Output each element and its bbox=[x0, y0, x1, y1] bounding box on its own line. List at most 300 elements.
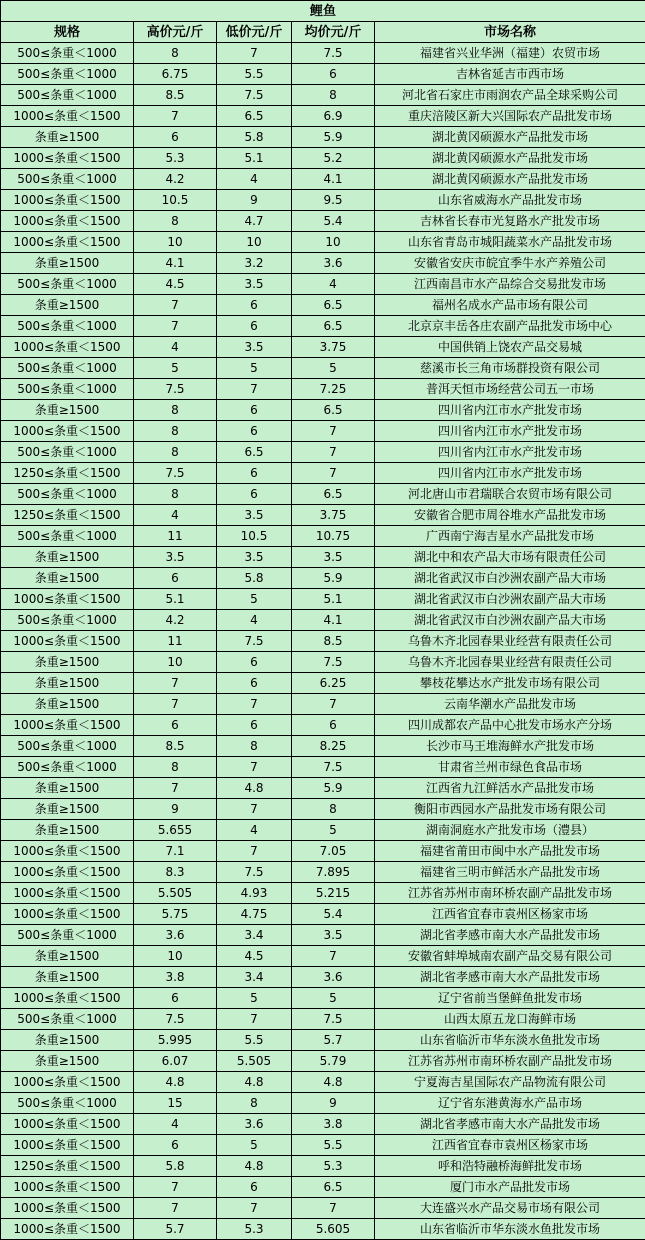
cell-market-name: 江西省九江鲜活水产品批发市场 bbox=[375, 778, 645, 799]
cell-market-name: 江苏省苏州市南环桥农副产品批发市场 bbox=[375, 883, 645, 904]
cell-market-name: 安徽省合肥市周谷堆水产品批发市场 bbox=[375, 505, 645, 526]
cell-low-price: 5 bbox=[217, 988, 292, 1009]
cell-high-price: 10.5 bbox=[134, 190, 217, 211]
cell-market-name: 山东省威海水产品批发市场 bbox=[375, 190, 645, 211]
table-row bbox=[1, 274, 645, 295]
cell-high-price: 5 bbox=[134, 358, 217, 379]
cell-spec: 条重≥1500 bbox=[1, 778, 134, 799]
table-row bbox=[1, 1135, 645, 1156]
cell-market-name: 河北省石家庄市雨润农产品全球采购公司 bbox=[375, 85, 645, 106]
cell-high-price: 4.1 bbox=[134, 253, 217, 274]
table-row bbox=[1, 883, 645, 904]
cell-spec: 500≤条重＜1000 bbox=[1, 610, 134, 631]
cell-high-price: 4.2 bbox=[134, 169, 217, 190]
cell-avg-price: 3.6 bbox=[292, 253, 375, 274]
cell-low-price: 4 bbox=[217, 169, 292, 190]
cell-spec: 500≤条重＜1000 bbox=[1, 316, 134, 337]
cell-spec: 条重≥1500 bbox=[1, 547, 134, 568]
cell-avg-price: 7.5 bbox=[292, 652, 375, 673]
cell-avg-price: 6.25 bbox=[292, 673, 375, 694]
cell-avg-price: 3.75 bbox=[292, 337, 375, 358]
cell-high-price: 8 bbox=[134, 757, 217, 778]
table-row bbox=[1, 1009, 645, 1030]
cell-high-price: 6 bbox=[134, 127, 217, 148]
cell-avg-price: 7.25 bbox=[292, 379, 375, 400]
cell-low-price: 8 bbox=[217, 1093, 292, 1114]
cell-spec: 1250≤条重＜1500 bbox=[1, 1156, 134, 1177]
cell-spec: 500≤条重＜1000 bbox=[1, 64, 134, 85]
cell-high-price: 8 bbox=[134, 442, 217, 463]
cell-high-price: 8 bbox=[134, 43, 217, 64]
cell-avg-price: 5.215 bbox=[292, 883, 375, 904]
cell-low-price: 6 bbox=[217, 295, 292, 316]
table-row bbox=[1, 169, 645, 190]
cell-low-price: 7.5 bbox=[217, 631, 292, 652]
table-row bbox=[1, 1114, 645, 1135]
cell-market-name: 湖北中和农产品大市场有限责任公司 bbox=[375, 547, 645, 568]
cell-high-price: 4.5 bbox=[134, 274, 217, 295]
cell-high-price: 11 bbox=[134, 526, 217, 547]
cell-spec: 1000≤条重＜1500 bbox=[1, 631, 134, 652]
cell-high-price: 9 bbox=[134, 799, 217, 820]
cell-spec: 1000≤条重＜1500 bbox=[1, 883, 134, 904]
table-row bbox=[1, 295, 645, 316]
cell-avg-price: 4.1 bbox=[292, 169, 375, 190]
cell-low-price: 5.505 bbox=[217, 1051, 292, 1072]
cell-market-name: 福建省莆田市闽中水产品批发市场 bbox=[375, 841, 645, 862]
cell-low-price: 7 bbox=[217, 841, 292, 862]
cell-spec: 1000≤条重＜1500 bbox=[1, 1114, 134, 1135]
cell-avg-price: 4.1 bbox=[292, 610, 375, 631]
cell-low-price: 7 bbox=[217, 43, 292, 64]
cell-high-price: 6.75 bbox=[134, 64, 217, 85]
table-row bbox=[1, 946, 645, 967]
table-row bbox=[1, 358, 645, 379]
cell-market-name: 四川省内江市水产批发市场 bbox=[375, 421, 645, 442]
cell-market-name: 山西太原五龙口海鲜市场 bbox=[375, 1009, 645, 1030]
cell-market-name: 湖北黄冈硕源水产品批发市场 bbox=[375, 169, 645, 190]
table-row bbox=[1, 778, 645, 799]
cell-avg-price: 7 bbox=[292, 442, 375, 463]
cell-spec: 1000≤条重＜1500 bbox=[1, 1135, 134, 1156]
cell-spec: 条重≥1500 bbox=[1, 127, 134, 148]
cell-high-price: 6 bbox=[134, 715, 217, 736]
cell-high-price: 7.5 bbox=[134, 463, 217, 484]
cell-low-price: 5.3 bbox=[217, 1219, 292, 1240]
cell-high-price: 8 bbox=[134, 400, 217, 421]
cell-spec: 500≤条重＜1000 bbox=[1, 358, 134, 379]
table-row bbox=[1, 463, 645, 484]
cell-avg-price: 5.5 bbox=[292, 1135, 375, 1156]
cell-market-name: 福建省三明市鲜活水产品批发市场 bbox=[375, 862, 645, 883]
header-market-name: 市场名称 bbox=[375, 22, 645, 43]
cell-low-price: 5.8 bbox=[217, 568, 292, 589]
cell-spec: 500≤条重＜1000 bbox=[1, 1093, 134, 1114]
cell-high-price: 4 bbox=[134, 505, 217, 526]
cell-market-name: 广西南宁海吉星水产品批发市场 bbox=[375, 526, 645, 547]
cell-high-price: 5.3 bbox=[134, 148, 217, 169]
table-row bbox=[1, 988, 645, 1009]
cell-avg-price: 5 bbox=[292, 820, 375, 841]
cell-avg-price: 3.8 bbox=[292, 1114, 375, 1135]
cell-avg-price: 5.605 bbox=[292, 1219, 375, 1240]
cell-avg-price: 6 bbox=[292, 64, 375, 85]
cell-market-name: 长沙市马王堆海鲜水产批发市场 bbox=[375, 736, 645, 757]
cell-avg-price: 5.9 bbox=[292, 778, 375, 799]
table-row bbox=[1, 526, 645, 547]
cell-market-name: 四川省内江市水产批发市场 bbox=[375, 442, 645, 463]
cell-spec: 500≤条重＜1000 bbox=[1, 925, 134, 946]
cell-high-price: 10 bbox=[134, 232, 217, 253]
cell-low-price: 4.93 bbox=[217, 883, 292, 904]
cell-low-price: 5 bbox=[217, 1135, 292, 1156]
cell-market-name: 中国供销上饶农产品交易城 bbox=[375, 337, 645, 358]
table-body bbox=[1, 43, 645, 1240]
cell-low-price: 4.75 bbox=[217, 904, 292, 925]
cell-low-price: 3.6 bbox=[217, 1114, 292, 1135]
table-row bbox=[1, 652, 645, 673]
cell-low-price: 3.2 bbox=[217, 253, 292, 274]
table-row bbox=[1, 1219, 645, 1240]
cell-low-price: 5.5 bbox=[217, 64, 292, 85]
cell-low-price: 6 bbox=[217, 673, 292, 694]
cell-high-price: 4 bbox=[134, 1114, 217, 1135]
table-row bbox=[1, 442, 645, 463]
cell-low-price: 5 bbox=[217, 358, 292, 379]
cell-high-price: 5.995 bbox=[134, 1030, 217, 1051]
table-row bbox=[1, 337, 645, 358]
cell-spec: 500≤条重＜1000 bbox=[1, 169, 134, 190]
cell-high-price: 8.5 bbox=[134, 85, 217, 106]
cell-avg-price: 6.5 bbox=[292, 295, 375, 316]
cell-spec: 500≤条重＜1000 bbox=[1, 274, 134, 295]
cell-market-name: 湖北黄冈硕源水产品批发市场 bbox=[375, 148, 645, 169]
table-row bbox=[1, 1030, 645, 1051]
cell-avg-price: 7.05 bbox=[292, 841, 375, 862]
cell-high-price: 3.8 bbox=[134, 967, 217, 988]
cell-low-price: 4.8 bbox=[217, 1156, 292, 1177]
cell-avg-price: 3.5 bbox=[292, 547, 375, 568]
cell-avg-price: 7.5 bbox=[292, 43, 375, 64]
table-row bbox=[1, 379, 645, 400]
table-row bbox=[1, 484, 645, 505]
cell-market-name: 重庆涪陵区新大兴国际农产品批发市场 bbox=[375, 106, 645, 127]
cell-spec: 条重≥1500 bbox=[1, 820, 134, 841]
cell-avg-price: 5.2 bbox=[292, 148, 375, 169]
table-row bbox=[1, 127, 645, 148]
table-row bbox=[1, 799, 645, 820]
table-row bbox=[1, 190, 645, 211]
cell-high-price: 7 bbox=[134, 295, 217, 316]
cell-low-price: 4.5 bbox=[217, 946, 292, 967]
cell-market-name: 吉林省长春市光复路水产批发市场 bbox=[375, 211, 645, 232]
cell-low-price: 6 bbox=[217, 484, 292, 505]
cell-spec: 1000≤条重＜1500 bbox=[1, 1198, 134, 1219]
cell-spec: 条重≥1500 bbox=[1, 799, 134, 820]
table-row bbox=[1, 673, 645, 694]
cell-spec: 500≤条重＜1000 bbox=[1, 526, 134, 547]
table-row bbox=[1, 715, 645, 736]
table-row bbox=[1, 904, 645, 925]
cell-market-name: 大连盛兴水产品交易市场有限公司 bbox=[375, 1198, 645, 1219]
cell-low-price: 10 bbox=[217, 232, 292, 253]
cell-low-price: 6 bbox=[217, 715, 292, 736]
cell-spec: 500≤条重＜1000 bbox=[1, 85, 134, 106]
cell-low-price: 6 bbox=[217, 652, 292, 673]
cell-market-name: 四川成都农产品中心批发市场水产分场 bbox=[375, 715, 645, 736]
header-low-price: 低价元/斤 bbox=[217, 22, 292, 43]
cell-spec: 条重≥1500 bbox=[1, 1030, 134, 1051]
table-title: 鲤鱼 bbox=[1, 1, 645, 22]
cell-avg-price: 7.895 bbox=[292, 862, 375, 883]
cell-avg-price: 6.5 bbox=[292, 316, 375, 337]
table-row bbox=[1, 589, 645, 610]
table-row bbox=[1, 148, 645, 169]
cell-avg-price: 6 bbox=[292, 715, 375, 736]
table-row bbox=[1, 631, 645, 652]
cell-high-price: 7 bbox=[134, 673, 217, 694]
cell-low-price: 7.5 bbox=[217, 85, 292, 106]
cell-low-price: 5.8 bbox=[217, 127, 292, 148]
cell-low-price: 7.5 bbox=[217, 862, 292, 883]
cell-avg-price: 5 bbox=[292, 988, 375, 1009]
cell-market-name: 慈溪市长三角市场群投资有限公司 bbox=[375, 358, 645, 379]
cell-market-name: 衡阳市西园水产品批发市场有限公司 bbox=[375, 799, 645, 820]
cell-low-price: 7 bbox=[217, 694, 292, 715]
cell-spec: 1250≤条重＜1500 bbox=[1, 505, 134, 526]
cell-market-name: 湖北省孝感市南大水产品批发市场 bbox=[375, 967, 645, 988]
table-row bbox=[1, 841, 645, 862]
table-row bbox=[1, 316, 645, 337]
header-row bbox=[1, 22, 645, 43]
cell-spec: 1000≤条重＜1500 bbox=[1, 1177, 134, 1198]
cell-market-name: 山东省青岛市城阳蔬菜水产品批发市场 bbox=[375, 232, 645, 253]
cell-high-price: 5.8 bbox=[134, 1156, 217, 1177]
cell-spec: 条重≥1500 bbox=[1, 253, 134, 274]
cell-high-price: 8 bbox=[134, 211, 217, 232]
cell-avg-price: 5.79 bbox=[292, 1051, 375, 1072]
cell-high-price: 5.505 bbox=[134, 883, 217, 904]
cell-spec: 条重≥1500 bbox=[1, 673, 134, 694]
cell-avg-price: 7 bbox=[292, 421, 375, 442]
cell-spec: 1250≤条重＜1500 bbox=[1, 463, 134, 484]
cell-avg-price: 5.7 bbox=[292, 1030, 375, 1051]
cell-spec: 1000≤条重＜1500 bbox=[1, 862, 134, 883]
cell-high-price: 15 bbox=[134, 1093, 217, 1114]
table-row bbox=[1, 505, 645, 526]
cell-low-price: 9 bbox=[217, 190, 292, 211]
cell-market-name: 安徽省安庆市皖宜季牛水产养殖公司 bbox=[375, 253, 645, 274]
cell-market-name: 湖北省孝感市南大水产品批发市场 bbox=[375, 925, 645, 946]
cell-market-name: 福建省兴业华洲（福建）农贸市场 bbox=[375, 43, 645, 64]
cell-market-name: 湖北省武汉市白沙洲农副产品大市场 bbox=[375, 589, 645, 610]
table-row bbox=[1, 547, 645, 568]
cell-market-name: 辽宁省前当堡鲜鱼批发市场 bbox=[375, 988, 645, 1009]
cell-spec: 1000≤条重＜1500 bbox=[1, 904, 134, 925]
cell-high-price: 10 bbox=[134, 652, 217, 673]
table-row bbox=[1, 400, 645, 421]
cell-avg-price: 7.5 bbox=[292, 757, 375, 778]
cell-market-name: 湖北黄冈硕源水产品批发市场 bbox=[375, 127, 645, 148]
cell-spec: 500≤条重＜1000 bbox=[1, 43, 134, 64]
cell-avg-price: 7 bbox=[292, 946, 375, 967]
cell-spec: 1000≤条重＜1500 bbox=[1, 148, 134, 169]
cell-market-name: 河北唐山市君瑞联合农贸市场有限公司 bbox=[375, 484, 645, 505]
cell-spec: 1000≤条重＜1500 bbox=[1, 715, 134, 736]
table-row bbox=[1, 1051, 645, 1072]
table-row bbox=[1, 43, 645, 64]
cell-avg-price: 3.5 bbox=[292, 925, 375, 946]
cell-high-price: 8.5 bbox=[134, 736, 217, 757]
header-spec: 规格 bbox=[1, 22, 134, 43]
cell-avg-price: 7 bbox=[292, 694, 375, 715]
cell-market-name: 福州名成水产品市场有限公司 bbox=[375, 295, 645, 316]
cell-spec: 条重≥1500 bbox=[1, 1051, 134, 1072]
cell-avg-price: 9 bbox=[292, 1093, 375, 1114]
cell-high-price: 8.3 bbox=[134, 862, 217, 883]
cell-high-price: 7 bbox=[134, 316, 217, 337]
cell-spec: 1000≤条重＜1500 bbox=[1, 232, 134, 253]
cell-market-name: 江苏省苏州市南环桥农副产品批发市场 bbox=[375, 1051, 645, 1072]
cell-high-price: 8 bbox=[134, 484, 217, 505]
cell-spec: 1000≤条重＜1500 bbox=[1, 106, 134, 127]
cell-high-price: 6 bbox=[134, 988, 217, 1009]
cell-avg-price: 5.9 bbox=[292, 568, 375, 589]
cell-low-price: 3.5 bbox=[217, 337, 292, 358]
cell-high-price: 8 bbox=[134, 421, 217, 442]
cell-high-price: 7 bbox=[134, 1198, 217, 1219]
cell-market-name: 江西省宜春市袁州区杨家市场 bbox=[375, 904, 645, 925]
cell-low-price: 6 bbox=[217, 421, 292, 442]
cell-market-name: 宁夏海吉星国际农产品物流有限公司 bbox=[375, 1072, 645, 1093]
cell-avg-price: 3.75 bbox=[292, 505, 375, 526]
table-row bbox=[1, 1198, 645, 1219]
table-row bbox=[1, 610, 645, 631]
cell-market-name: 湖南洞庭水产批发市场（澧县） bbox=[375, 820, 645, 841]
cell-spec: 条重≥1500 bbox=[1, 400, 134, 421]
cell-avg-price: 5.3 bbox=[292, 1156, 375, 1177]
cell-low-price: 4 bbox=[217, 610, 292, 631]
table-row bbox=[1, 106, 645, 127]
cell-low-price: 6 bbox=[217, 1177, 292, 1198]
cell-market-name: 四川省内江市水产批发市场 bbox=[375, 463, 645, 484]
cell-market-name: 乌鲁木齐北园春果业经营有限责任公司 bbox=[375, 652, 645, 673]
cell-high-price: 11 bbox=[134, 631, 217, 652]
cell-spec: 条重≥1500 bbox=[1, 295, 134, 316]
cell-spec: 1000≤条重＜1500 bbox=[1, 421, 134, 442]
cell-avg-price: 9.5 bbox=[292, 190, 375, 211]
cell-high-price: 6.07 bbox=[134, 1051, 217, 1072]
cell-low-price: 7 bbox=[217, 799, 292, 820]
table-row bbox=[1, 925, 645, 946]
cell-spec: 1000≤条重＜1500 bbox=[1, 211, 134, 232]
cell-high-price: 3.5 bbox=[134, 547, 217, 568]
cell-market-name: 江西省宜春市袁州区杨家市场 bbox=[375, 1135, 645, 1156]
cell-low-price: 4.8 bbox=[217, 1072, 292, 1093]
cell-market-name: 湖北省武汉市白沙洲农副产品大市场 bbox=[375, 610, 645, 631]
cell-avg-price: 8.5 bbox=[292, 631, 375, 652]
cell-high-price: 5.655 bbox=[134, 820, 217, 841]
cell-low-price: 10.5 bbox=[217, 526, 292, 547]
cell-market-name: 乌鲁木齐北园春果业经营有限责任公司 bbox=[375, 631, 645, 652]
cell-high-price: 7 bbox=[134, 778, 217, 799]
header-avg-price: 均价元/斤 bbox=[292, 22, 375, 43]
cell-market-name: 山东省临沂市华东淡水鱼批发市场 bbox=[375, 1030, 645, 1051]
cell-avg-price: 6.5 bbox=[292, 400, 375, 421]
cell-avg-price: 7 bbox=[292, 1198, 375, 1219]
table-row bbox=[1, 736, 645, 757]
table-row bbox=[1, 85, 645, 106]
cell-market-name: 呼和浩特融桥海鲜批发市场 bbox=[375, 1156, 645, 1177]
cell-high-price: 6 bbox=[134, 1135, 217, 1156]
cell-low-price: 4.7 bbox=[217, 211, 292, 232]
cell-high-price: 7.5 bbox=[134, 1009, 217, 1030]
cell-low-price: 3.4 bbox=[217, 967, 292, 988]
cell-low-price: 5 bbox=[217, 589, 292, 610]
cell-spec: 1000≤条重＜1500 bbox=[1, 1219, 134, 1240]
cell-spec: 1000≤条重＜1500 bbox=[1, 841, 134, 862]
cell-market-name: 甘肃省兰州市绿色食品市场 bbox=[375, 757, 645, 778]
cell-market-name: 云南华潮水产品批发市场 bbox=[375, 694, 645, 715]
cell-low-price: 7 bbox=[217, 379, 292, 400]
cell-avg-price: 5.4 bbox=[292, 904, 375, 925]
cell-high-price: 4 bbox=[134, 337, 217, 358]
cell-market-name: 辽宁省东港黄海水产品市场 bbox=[375, 1093, 645, 1114]
cell-market-name: 攀枝花攀达水产批发市场有限公司 bbox=[375, 673, 645, 694]
cell-market-name: 吉林省延吉市西市场 bbox=[375, 64, 645, 85]
cell-high-price: 10 bbox=[134, 946, 217, 967]
cell-market-name: 湖北省武汉市白沙洲农副产品大市场 bbox=[375, 568, 645, 589]
cell-low-price: 4.8 bbox=[217, 778, 292, 799]
cell-low-price: 7 bbox=[217, 757, 292, 778]
cell-spec: 1000≤条重＜1500 bbox=[1, 1072, 134, 1093]
cell-avg-price: 6.5 bbox=[292, 1177, 375, 1198]
table-row bbox=[1, 232, 645, 253]
cell-low-price: 6 bbox=[217, 316, 292, 337]
cell-high-price: 6 bbox=[134, 568, 217, 589]
cell-spec: 1000≤条重＜1500 bbox=[1, 337, 134, 358]
cell-avg-price: 8 bbox=[292, 85, 375, 106]
cell-low-price: 6 bbox=[217, 400, 292, 421]
cell-avg-price: 7 bbox=[292, 463, 375, 484]
table-row bbox=[1, 820, 645, 841]
cell-high-price: 5.75 bbox=[134, 904, 217, 925]
cell-low-price: 3.5 bbox=[217, 505, 292, 526]
cell-avg-price: 4 bbox=[292, 274, 375, 295]
cell-spec: 500≤条重＜1000 bbox=[1, 442, 134, 463]
cell-low-price: 3.5 bbox=[217, 274, 292, 295]
cell-avg-price: 5 bbox=[292, 358, 375, 379]
cell-avg-price: 7.5 bbox=[292, 1009, 375, 1030]
cell-high-price: 5.7 bbox=[134, 1219, 217, 1240]
cell-high-price: 7 bbox=[134, 694, 217, 715]
cell-high-price: 7.5 bbox=[134, 379, 217, 400]
table-row bbox=[1, 568, 645, 589]
cell-high-price: 5.1 bbox=[134, 589, 217, 610]
cell-low-price: 3.5 bbox=[217, 547, 292, 568]
cell-spec: 500≤条重＜1000 bbox=[1, 379, 134, 400]
cell-low-price: 7 bbox=[217, 1009, 292, 1030]
cell-avg-price: 6.9 bbox=[292, 106, 375, 127]
cell-low-price: 7 bbox=[217, 1198, 292, 1219]
cell-spec: 条重≥1500 bbox=[1, 568, 134, 589]
cell-high-price: 7 bbox=[134, 106, 217, 127]
cell-avg-price: 4.8 bbox=[292, 1072, 375, 1093]
cell-avg-price: 5.9 bbox=[292, 127, 375, 148]
cell-market-name: 厦门市水产品批发市场 bbox=[375, 1177, 645, 1198]
cell-high-price: 4.2 bbox=[134, 610, 217, 631]
cell-spec: 条重≥1500 bbox=[1, 652, 134, 673]
